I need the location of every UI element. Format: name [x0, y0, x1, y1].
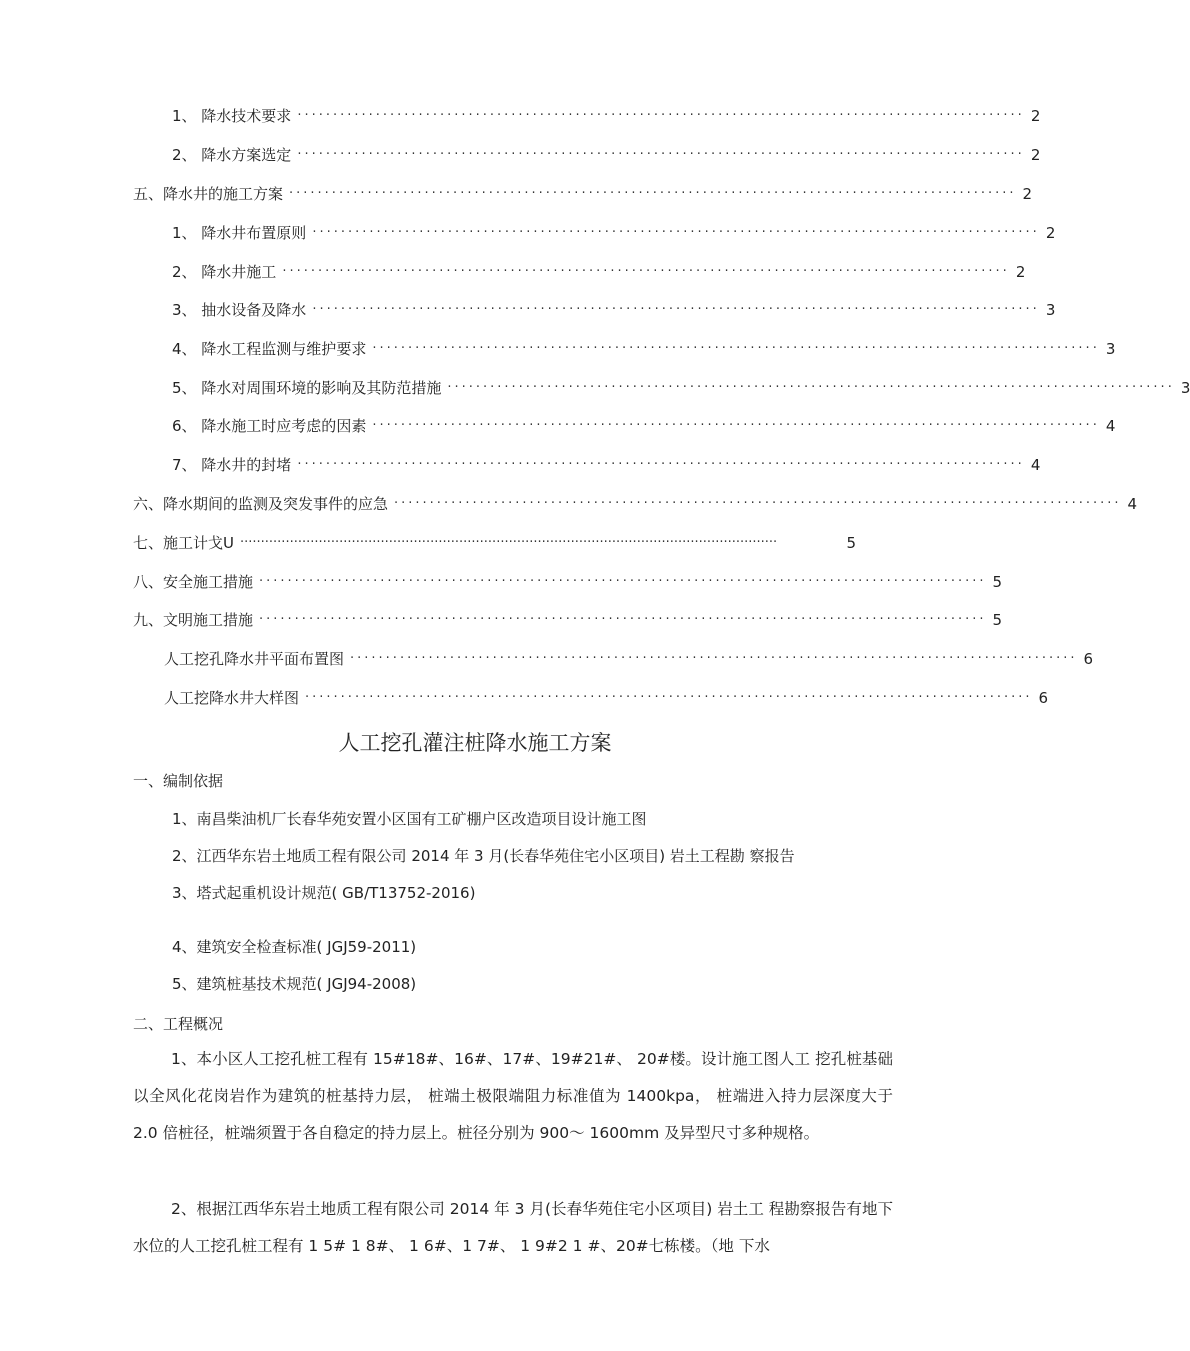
reference-item: 3、塔式起重机设计规范( GB/T13752-2016)	[172, 884, 476, 902]
toc-page-number: 6	[1083, 650, 1094, 668]
toc-leader-dots: ······································································································	[305, 690, 1033, 705]
toc-page-number: 4	[1105, 417, 1116, 435]
toc-leader-dots: ······································································································	[372, 418, 1100, 433]
toc-leader-dots: ······································································································	[289, 186, 1017, 201]
toc-page-number: 2	[1030, 107, 1041, 125]
toc-page-number: 3	[1105, 340, 1116, 358]
toc-entry[interactable]	[133, 492, 1138, 516]
toc-entry-text: 5、 降水对周围环境的影响及其防范措施	[172, 379, 442, 397]
toc-entry[interactable]	[172, 414, 1116, 438]
reference-item: 1、南昌柴油机厂长春华苑安置小区国有工矿棚户区改造项目设计施工图	[172, 810, 647, 828]
toc-page-number: 4	[1127, 495, 1138, 513]
toc-entry-text: 人工挖孔降水井平面布置图	[164, 650, 345, 668]
toc-entry[interactable]	[164, 686, 1049, 710]
toc-leader-dots: ······································································································	[259, 574, 987, 589]
toc-page-number: 5	[846, 534, 856, 552]
toc-entry-text: 7、 降水井的封堵	[172, 456, 292, 474]
section-heading: 一、编制依据	[133, 772, 224, 790]
toc-page-number: 5	[992, 611, 1003, 629]
toc-page-number: 5	[992, 573, 1003, 591]
toc-page-number: 4	[1030, 456, 1041, 474]
toc-page-number: 2	[1045, 224, 1056, 242]
toc-entry[interactable]	[172, 221, 1056, 245]
toc-entry[interactable]	[172, 260, 1026, 284]
toc-leader-dots: ······································································································	[297, 147, 1025, 162]
reference-item: 2、江西华东岩土地质工程有限公司 2014 年 3 月(长春华苑住宅小区项目) 岩土工程勘 察报告	[172, 847, 795, 865]
toc-leader-dots: ······································································································	[312, 302, 1040, 317]
toc-entry-text: 2、 降水方案选定	[172, 146, 292, 164]
toc-entry[interactable]	[172, 337, 1116, 361]
toc-entry[interactable]	[164, 647, 1094, 671]
toc-leader-dots: ··································································································································	[239, 535, 778, 550]
toc-leader-dots: ······································································································	[394, 496, 1122, 511]
toc-entry[interactable]	[172, 453, 1041, 477]
toc-page-number: 3	[1180, 379, 1190, 397]
body-paragraph: 2、根据江西华东岩土地质工程有限公司 2014 年 3 月(长春华苑住宅小区项目) 岩土工 程勘察报告有地下水位的人工挖孔桩工程有 1 5# 1 8#、 1 6#、1 7#、 1 9#2 1 #、20#七栋楼。（地 下水	[133, 1200, 893, 1255]
toc-entry[interactable]	[133, 182, 1033, 206]
toc-entry[interactable]	[172, 143, 1041, 167]
toc-entry[interactable]	[172, 376, 1190, 400]
toc-entry[interactable]	[172, 298, 1056, 322]
toc-leader-dots: ······································································································	[372, 341, 1100, 356]
toc-page-number: 2	[1022, 185, 1033, 203]
toc-page-number: 2	[1015, 263, 1026, 281]
body-paragraph: 1、本小区人工挖孔桩工程有 15#18#、16#、17#、19#21#、 20#楼。设计施工图人工 挖孔桩基础以全风化花岗岩作为建筑的桩基持力层， 桩端土极限端阻力标准值为 1400kpa， 桩端进入持力层深度大于 2.0 倍桩径，桩端须置于各自稳定的持力层上。桩径分别为 900～ 1600mm 及异型尺寸多种规格。	[133, 1050, 893, 1142]
toc-leader-dots: ······································································································	[447, 380, 1175, 395]
toc-entry[interactable]	[133, 608, 1003, 632]
toc-entry-text: 4、 降水工程监测与维护要求	[172, 340, 367, 358]
toc-entry-text: 五、降水井的施工方案	[133, 185, 284, 203]
document-title: 人工挖孔灌注桩降水施工方案	[338, 731, 612, 755]
toc-leader-dots: ······································································································	[297, 457, 1025, 472]
toc-entry-text: 九、文明施工措施	[133, 611, 254, 629]
toc-leader-dots: ······································································································	[259, 612, 987, 627]
section-heading: 二、工程概况	[133, 1015, 224, 1033]
toc-entry-text: 1、 降水技术要求	[172, 107, 292, 125]
toc-leader-dots: ······································································································	[297, 108, 1025, 123]
toc-entry[interactable]	[172, 104, 1041, 128]
reference-item: 4、建筑安全检查标准( JGJ59-2011)	[172, 938, 417, 956]
toc-entry-text: 2、 降水井施工	[172, 263, 277, 281]
reference-item: 5、建筑桩基技术规范( JGJ94-2008)	[172, 975, 417, 993]
toc-page-number: 6	[1038, 689, 1049, 707]
toc-page-number: 2	[1030, 146, 1041, 164]
toc-entry[interactable]	[133, 531, 856, 555]
toc-page-number: 3	[1045, 301, 1056, 319]
toc-leader-dots: ······································································································	[312, 225, 1040, 240]
toc-leader-dots: ······································································································	[350, 651, 1078, 666]
toc-entry[interactable]	[133, 570, 1003, 594]
toc-entry-text: 人工挖降水井大样图	[164, 689, 300, 707]
toc-leader-dots: ······································································································	[282, 264, 1010, 279]
toc-entry-text: 八、安全施工措施	[133, 573, 254, 591]
toc-entry-text: 3、 抽水设备及降水	[172, 301, 307, 319]
toc-entry-text: 六、降水期间的监测及突发事件的应急	[133, 495, 389, 513]
toc-entry-text: 七、施工计戈U	[133, 534, 234, 552]
toc-entry-text: 6、 降水施工时应考虑的因素	[172, 417, 367, 435]
toc-entry-text: 1、 降水井布置原则	[172, 224, 307, 242]
